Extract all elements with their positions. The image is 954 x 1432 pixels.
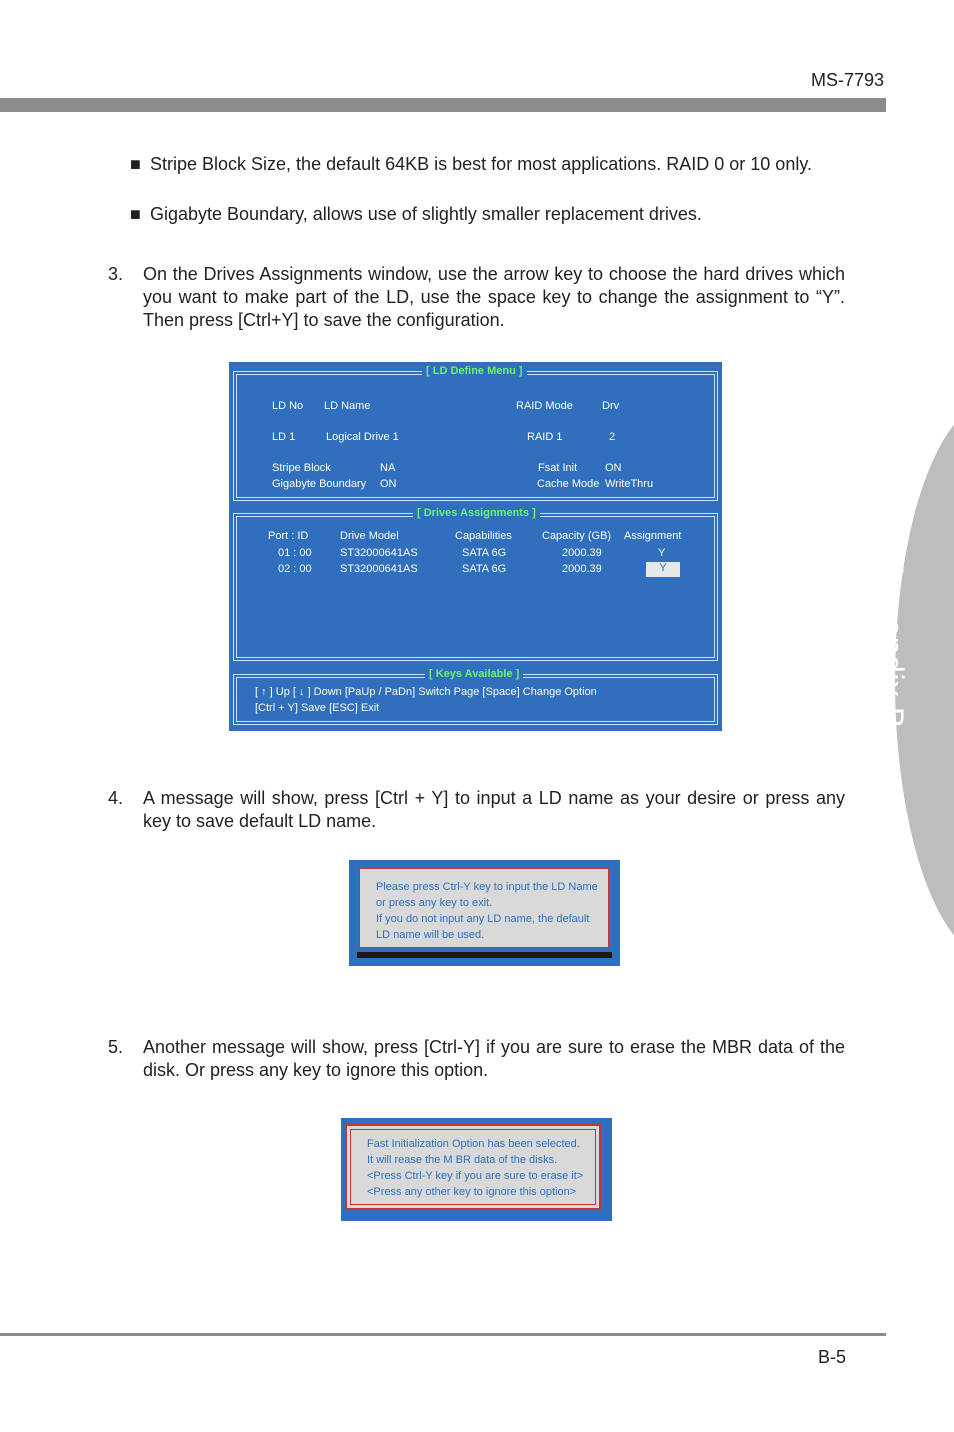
column-port-id: Port : ID [268, 530, 309, 542]
dialog-line: LD name will be used. [376, 929, 485, 941]
dialog-line: Fast Initialization Option has been selected. [367, 1138, 580, 1150]
raid-mode-label: RAID Mode [516, 400, 573, 412]
column-capacity: Capacity (GB) [542, 530, 612, 542]
step-text: On the Drives Assignments window, use the arrow key to choose the hard drives which you want to make part of the LD, use the space key to change the assignment to “Y”. Then press [Ctrl+Y] to save the configuration. [143, 264, 845, 330]
column-assignment: Assignment [624, 530, 682, 542]
dialog-line: or press any key to exit. [376, 897, 493, 909]
row-assignment[interactable]: Y [658, 547, 666, 559]
fast-init-dialog [345, 1124, 601, 1210]
row-drive-model: ST32000641AS [340, 547, 418, 559]
header-rule [0, 98, 886, 112]
fast-init-label: Fsat Init [538, 462, 578, 474]
ld-define-title: [ LD Define Menu ] [422, 365, 527, 377]
gigabyte-boundary-label: Gigabyte Boundary [272, 478, 367, 490]
stripe-block-label: Stripe Block [272, 462, 331, 474]
row-port-id: 01 : 00 [278, 547, 312, 559]
step-text: A message will show, press [Ctrl + Y] to input a LD name as your desire or press any key to save default LD name. [143, 788, 845, 831]
step-number: 3. [108, 264, 124, 284]
bullet-text: Stripe Block Size, the default 64KB is best for most applications. RAID 0 or 10 only. [150, 154, 812, 174]
dialog-line: If you do not input any LD name, the default [376, 913, 590, 925]
keys-available-title: [ Keys Available ] [425, 668, 523, 680]
row-port-id: 02 : 00 [278, 563, 312, 575]
keys-available-panel [233, 674, 718, 725]
ld-name-label: LD Name [324, 400, 371, 412]
fast-init-value: ON [605, 462, 622, 474]
ld-no-label: LD No [272, 400, 304, 412]
dialog-line: It will rease the M BR data of the disks. [367, 1154, 558, 1166]
step-item [108, 1036, 845, 1082]
row-capabilities: SATA 6G [462, 547, 507, 559]
step-number: 5. [108, 1037, 124, 1057]
ld-name-message-screenshot [349, 860, 620, 966]
dialog-line: Please press Ctrl-Y key to input the LD Name [376, 881, 598, 893]
dialog-line: <Press Ctrl-Y key if you are sure to erase it> [367, 1170, 584, 1182]
raid-mode-value: RAID 1 [527, 431, 563, 443]
bullet-item [130, 153, 845, 176]
dialog-line: <Press any other key to ignore this option> [367, 1186, 577, 1198]
step-item [108, 787, 845, 833]
ld-name-value: Logical Drive 1 [326, 431, 399, 443]
dialog-shadow [357, 952, 612, 958]
side-tab-label: Appendix B [874, 560, 910, 729]
selected-assignment[interactable]: Y [646, 562, 680, 577]
footer-rule [0, 1333, 886, 1336]
ld-define-screenshot [229, 362, 722, 731]
step-text: Another message will show, press [Ctrl-Y] if you are sure to erase the MBR data of the disk. Or press any key to ignore this option. [143, 1037, 845, 1080]
step-number: 4. [108, 788, 124, 808]
gigabyte-boundary-value: ON [380, 478, 397, 490]
cache-mode-label: Cache Mode [537, 478, 600, 490]
row-capacity: 2000.39 [562, 563, 602, 575]
drv-label: Drv [602, 400, 620, 412]
step-item [108, 263, 845, 332]
keys-help-line: [ ↑ ] Up [ ↓ ] Down [PaUp / PaDn] Switch Page [Space] Change Option [255, 686, 597, 698]
bullet-item [130, 203, 845, 226]
row-drive-model: ST32000641AS [340, 563, 418, 575]
page-number: B-5 [817, 1347, 846, 1367]
ld-name-dialog [359, 868, 609, 948]
row-capabilities: SATA 6G [462, 563, 507, 575]
model-number: MS-7793 [810, 70, 884, 90]
bullet-text: Gigabyte Boundary, allows use of slightly smaller replacement drives. [150, 204, 702, 224]
drv-value: 2 [609, 431, 616, 443]
cache-mode-value: WriteThru [605, 478, 654, 490]
column-capabilities: Capabilities [455, 530, 512, 542]
bullet-marker: ■ [130, 154, 141, 174]
ld-no-value: LD 1 [272, 431, 296, 443]
drives-assignments-title: [ Drives Assignments ] [413, 507, 540, 519]
keys-help-line: [Ctrl + Y] Save [ESC] Exit [255, 702, 380, 714]
row-capacity: 2000.39 [562, 547, 602, 559]
stripe-block-value: NA [380, 462, 396, 474]
fast-init-message-screenshot [341, 1118, 612, 1221]
bullet-marker: ■ [130, 204, 141, 224]
column-drive-model: Drive Model [340, 530, 399, 542]
